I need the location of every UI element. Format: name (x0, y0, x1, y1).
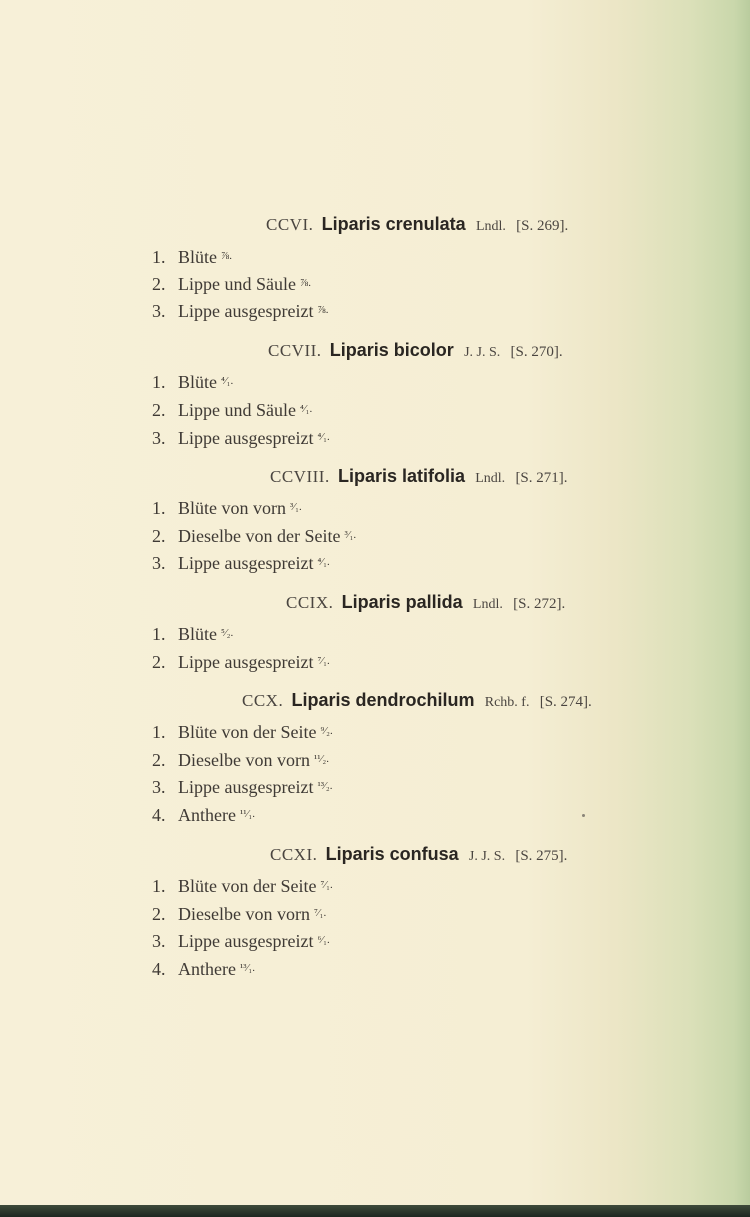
item-scale: ¹¹⁄₁. (239, 808, 256, 820)
list-item (152, 959, 255, 980)
section-number: CCVIII. (270, 467, 330, 486)
item-scale: ⁴⁄₁. (221, 375, 234, 387)
item-text: Blüte (178, 624, 217, 644)
item-scale: ⁴⁄₁. (299, 403, 313, 415)
item-text: Dieselbe von der Seite (178, 526, 341, 546)
item-scale: ¹³⁄₁. (239, 962, 256, 974)
item-number: 1. (152, 372, 166, 392)
item-number: 1. (152, 247, 166, 267)
list-item (152, 372, 233, 393)
author: Lndl. (475, 219, 506, 234)
scan-bottom-edge (0, 1205, 750, 1217)
species-name: Liparis latifolia (337, 466, 465, 486)
item-text: Dieselbe von vorn (178, 750, 310, 770)
section-number: CCIX. (286, 593, 334, 612)
item-scale: ⅞. (299, 277, 311, 289)
item-number: 2. (152, 652, 166, 672)
section-number: CCX. (242, 691, 284, 710)
item-text: Lippe ausgespreizt (178, 301, 314, 321)
species-name: Liparis pallida (341, 592, 463, 612)
item-text: Lippe ausgespreizt (178, 553, 314, 573)
author: Lndl. (472, 597, 503, 612)
item-text: Anthere (178, 959, 236, 979)
page-reference: [S. 272]. (513, 596, 566, 612)
page-reference: [S. 271]. (515, 470, 568, 486)
author: J. J. S. (464, 345, 501, 360)
item-text: Lippe und Säule (178, 400, 296, 420)
item-number: 2. (152, 526, 166, 546)
item-scale: ⁴⁄₁. (317, 556, 330, 568)
item-text: Lippe ausgespreizt (178, 931, 314, 951)
item-text: Blüte von vorn (178, 498, 286, 518)
item-text: Lippe ausgespreizt (178, 652, 314, 672)
item-scale: ⁷⁄₁. (317, 655, 330, 667)
list-item (152, 624, 233, 645)
item-scale: ⁴⁄₁. (317, 431, 330, 443)
species-name: Liparis confusa (325, 844, 459, 864)
list-item (152, 777, 332, 798)
author: J. J. S. (468, 849, 506, 864)
item-number: 3. (152, 301, 166, 321)
item-number: 2. (152, 274, 166, 294)
list-item (152, 931, 330, 952)
item-scale: ¹³⁄₂. (317, 780, 333, 792)
item-number: 3. (152, 428, 166, 448)
list-item (152, 247, 232, 268)
list-item (152, 652, 330, 673)
species-name: Liparis bicolor (329, 340, 454, 360)
list-item (152, 750, 329, 771)
list-item (152, 428, 330, 449)
item-scale: ⁵⁄₂. (221, 627, 234, 639)
species-name: Liparis crenulata (321, 214, 466, 234)
paper-speck (582, 814, 585, 817)
section-heading (242, 690, 592, 711)
list-item (152, 274, 311, 295)
item-scale: ⅞. (317, 304, 329, 316)
section-number: CCVI. (266, 215, 314, 234)
section-heading (286, 592, 565, 613)
list-item (152, 400, 312, 421)
section-number: CCVII. (268, 341, 322, 360)
item-number: 3. (152, 931, 166, 951)
item-text: Anthere (178, 805, 236, 825)
page-reference: [S. 275]. (515, 848, 568, 864)
item-number: 2. (152, 400, 166, 420)
item-scale: ⅞. (221, 250, 232, 262)
item-text: Blüte (178, 372, 217, 392)
item-scale: ⁹⁄₂. (320, 725, 333, 737)
list-item (152, 301, 328, 322)
item-scale: ¹¹⁄₂. (313, 753, 329, 765)
section-number: CCXI. (270, 845, 318, 864)
item-text: Dieselbe von vorn (178, 904, 310, 924)
item-text: Lippe ausgespreizt (178, 777, 314, 797)
item-scale: ⁷⁄₁. (313, 907, 327, 919)
item-text: Blüte (178, 247, 217, 267)
section-heading (268, 340, 563, 361)
item-number: 1. (152, 498, 166, 518)
item-number: 2. (152, 750, 166, 770)
section-heading (270, 466, 568, 487)
item-text: Lippe ausgespreizt (178, 428, 314, 448)
list-item (152, 805, 255, 826)
page-reference: [S. 270]. (510, 344, 563, 360)
page-reference: [S. 269]. (516, 218, 569, 234)
list-item (152, 526, 356, 547)
page-reference: [S. 274]. (539, 694, 592, 710)
species-name: Liparis dendrochilum (291, 690, 475, 710)
item-scale: ⁷⁄₁. (320, 879, 333, 891)
list-item (152, 498, 302, 519)
author: Rchb. f. (484, 695, 530, 710)
author: Lndl. (475, 471, 506, 486)
item-scale: ³⁄₁. (290, 501, 302, 513)
item-number: 2. (152, 904, 166, 924)
item-scale: ⁶⁄₁. (317, 934, 330, 946)
list-item (152, 904, 326, 925)
item-scale: ³⁄₁. (344, 529, 357, 541)
item-number: 3. (152, 553, 166, 573)
item-number: 3. (152, 777, 166, 797)
item-number: 1. (152, 624, 166, 644)
item-number: 1. (152, 876, 166, 896)
item-number: 1. (152, 722, 166, 742)
list-item (152, 876, 333, 897)
list-item (152, 553, 330, 574)
list-item (152, 722, 333, 743)
item-number: 4. (152, 805, 166, 825)
item-text: Blüte von der Seite (178, 876, 317, 896)
section-heading (270, 844, 567, 865)
item-number: 4. (152, 959, 166, 979)
item-text: Lippe und Säule (178, 274, 296, 294)
item-text: Blüte von der Seite (178, 722, 317, 742)
section-heading (266, 214, 568, 235)
